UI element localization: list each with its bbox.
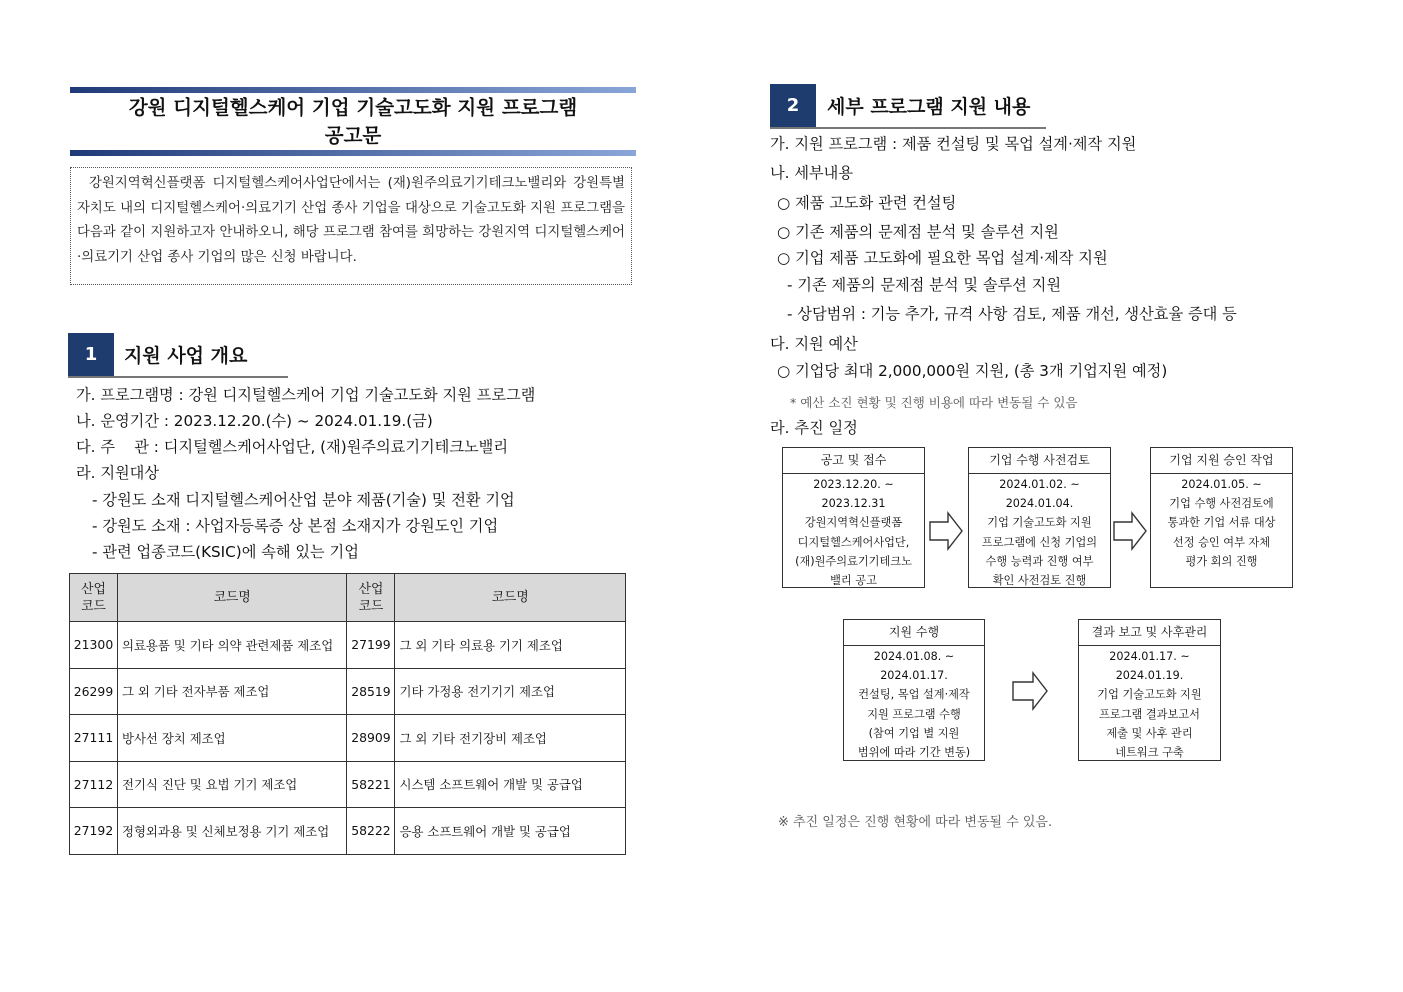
budget-note: * 예산 소진 현황 및 진행 비용에 따라 변동될 수 있음 [790,395,1078,410]
table-header-row [70,574,626,622]
codename-cell: 의료용품 및 기타 의약 관련제품 제조업 [117,622,347,669]
title-bottom-bar [70,150,636,156]
header-code-1: 산업 코드 [70,574,118,622]
period-line: 나. 운영기간 : 2023.12.20.(수) ~ 2024.01.19.(금) [76,412,433,430]
target-item-3: - 관련 업종코드(KSIC)에 속해 있는 기업 [92,543,359,561]
title-line-1: 강원 디지털헬스케어 기업 기술고도화 지원 프로그램 [128,96,578,119]
detail-subitem-1: - 기존 제품의 문제점 분석 및 솔루션 지원 [787,276,1062,294]
section-1-heading: 지원 사업 개요 [124,345,248,367]
title-line-2: 공고문 [324,124,382,147]
detail-item-2: ○ 기존 제품의 문제점 분석 및 솔루션 지원 [777,223,1059,241]
step-body: 2024.01.17. ~ 2024.01.19. 기업 기술고도화 지원 프로그램 결과보고서 제출 및 사후 관리 네트워크 구축 [1097,650,1202,760]
code-cell: 27192 [70,808,118,855]
target-heading: 라. 지원대상 [76,464,160,482]
step-box-1 [782,447,925,588]
arrow-right-icon [1113,511,1147,551]
codename-cell: 기타 가정용 전기기기 제조업 [395,668,626,715]
code-cell: 21300 [70,622,118,669]
step-box-3 [1150,447,1293,588]
arrow-right-icon [929,511,963,551]
detail-item-1: ○ 제품 고도화 관련 컨설팅 [777,194,957,212]
budget-heading: 다. 지원 예산 [770,335,858,353]
codename-cell: 전기식 진단 및 요법 기기 제조업 [117,761,347,808]
codename-cell: 시스템 소프트웨어 개발 및 공급업 [395,761,626,808]
code-cell: 58222 [347,808,395,855]
section-2-underline [770,127,1046,129]
header-codename-1: 코드명 [117,574,347,622]
arrow-right-icon [1012,671,1048,711]
schedule-heading: 라. 추진 일정 [770,419,858,437]
ksic-code-table [69,573,626,855]
code-cell: 58221 [347,761,395,808]
details-heading: 나. 세부내용 [770,164,854,182]
support-program-line: 가. 지원 프로그램 : 제품 컨설팅 및 목업 설계·제작 지원 [770,135,1137,153]
budget-item: ○ 기업당 최대 2,000,000원 지원, (총 3개 기업지원 예정) [777,362,1168,380]
organizer-line: 다. 주 관 : 디지털헬스케어사업단, (재)원주의료기기테크노밸리 [76,438,509,456]
codename-cell: 그 외 기타 전기장비 제조업 [395,715,626,762]
step-title: 결과 보고 및 사후관리 [1079,620,1220,646]
codename-cell: 그 외 기타 의료용 기기 제조업 [395,622,626,669]
code-cell: 27111 [70,715,118,762]
table-row [70,622,626,669]
table-row [70,761,626,808]
section-2-heading: 세부 프로그램 지원 내용 [827,96,1031,118]
step-title: 기업 수행 사전검토 [969,448,1110,474]
step-title: 공고 및 접수 [783,448,924,474]
step-box-5 [1078,619,1221,761]
step-body: 2024.01.05. ~ 기업 수행 사전검토에 통과한 기업 서류 대상 선정 승인 여부 자체 평가 회의 진행 [1167,478,1276,568]
program-name-line: 가. 프로그램명 : 강원 디지털헬스케어 기업 기술고도화 지원 프로그램 [76,386,536,404]
title-top-bar [70,87,636,93]
document-title [70,94,636,150]
header-codename-2: 코드명 [395,574,626,622]
intro-paragraph: 강원지역혁신플랫폼 디지털헬스케어사업단에서는 (재)원주의료기기테크노밸리와 강원특별자치도 내의 디지털헬스케어·의료기기 산업 종사 기업을 대상으로 기술고도화 지원 프로그램을 다음과 같이 지원하고자 안내하오니, 해당 프로그램 참여를 희망하는 강원지역 디지털헬스케어·의료기기 산업 종사 기업의 많은 신청 바랍니다. [70,167,632,285]
target-item-1: - 강원도 소재 디지털헬스케어산업 분야 제품(기술) 및 전환 기업 [92,491,515,509]
codename-cell: 방사선 장치 제조업 [117,715,347,762]
header-code-2: 산업 코드 [347,574,395,622]
step-title: 기업 지원 승인 작업 [1151,448,1292,474]
codename-cell: 응용 소프트웨어 개발 및 공급업 [395,808,626,855]
step-body: 2024.01.08. ~ 2024.01.17. 컨설팅, 목업 설계·제작 지원 프로그램 수행 (참여 기업 별 지원 범위에 따라 기간 변동) [857,650,971,760]
step-title: 지원 수행 [844,620,984,646]
section-1-number: 1 [68,333,114,377]
code-cell: 28519 [347,668,395,715]
detail-subitem-2: - 상담범위 : 기능 추가, 규격 사항 검토, 제품 개선, 생산효율 증대 등 [787,305,1237,323]
step-box-4 [843,619,985,761]
code-cell: 27199 [347,622,395,669]
code-cell: 27112 [70,761,118,808]
section-2-number: 2 [770,84,816,128]
detail-item-3: ○ 기업 제품 고도화에 필요한 목업 설계·제작 지원 [777,249,1108,267]
code-cell: 28909 [347,715,395,762]
codename-cell: 그 외 기타 전자부품 제조업 [117,668,347,715]
step-body: 2023.12.20. ~ 2023.12.31 강원지역혁신플랫폼 디지털헬스케어사업단, (재)원주의료기기테크노 밸리 공고 [795,478,912,588]
code-cell: 26299 [70,668,118,715]
target-item-2: - 강원도 소재 : 사업자등록증 상 본점 소재지가 강원도인 기업 [92,517,499,535]
table-row [70,715,626,762]
step-body: 2024.01.02. ~ 2024.01.04. 기업 기술고도화 지원 프로그램에 신청 기업의 수행 능력과 진행 여부 확인 사전검토 진행 [981,478,1098,588]
schedule-footnote: ※ 추진 일정은 진행 현황에 따라 변동될 수 있음. [778,815,1053,830]
table-row [70,808,626,855]
section-1-underline [68,376,288,378]
table-row [70,668,626,715]
step-box-2 [968,447,1111,588]
codename-cell: 정형외과용 및 신체보정용 기기 제조업 [117,808,347,855]
